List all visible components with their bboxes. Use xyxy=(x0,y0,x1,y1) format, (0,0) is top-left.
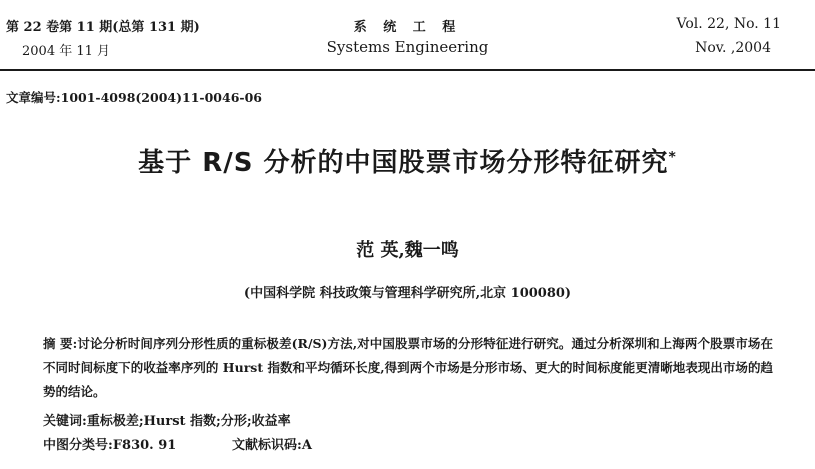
affiliation: (中国科学院 科技政策与管理科学研究所,北京 100080) xyxy=(243,286,572,301)
title-footnote-mark: * xyxy=(668,149,677,166)
header-rule xyxy=(0,69,815,71)
document-code-label: 文献标识码 xyxy=(232,438,298,453)
classification xyxy=(43,434,176,453)
date-en: Nov. ,2004 xyxy=(695,40,771,56)
document-code xyxy=(232,434,312,453)
paper-title-text: 基于 R/S 分析的中国股票市场分形特征研究 xyxy=(138,148,669,178)
classification-text: :F830. 91 xyxy=(108,438,177,453)
journal-title-en: Systems Engineering xyxy=(326,38,489,56)
date-cn: 2004 年 11 月 xyxy=(22,44,111,59)
article-number xyxy=(6,88,262,106)
keywords-label: 关键词 xyxy=(43,414,83,429)
document-code-text: :A xyxy=(297,438,312,453)
keywords-text: :重标极差;Hurst 指数;分形;收益率 xyxy=(82,414,291,429)
journal-title-cn: 系 统 工 程 xyxy=(353,20,462,35)
article-number-value: :1001-4098(2004)11-0046-06 xyxy=(56,90,262,105)
abstract xyxy=(43,332,773,404)
classification-label: 中图分类号 xyxy=(43,438,109,453)
keywords xyxy=(43,410,291,429)
authors: 范 英,魏一鸣 xyxy=(356,240,459,261)
paper-title xyxy=(0,142,815,179)
article-number-label: 文章编号 xyxy=(6,90,57,105)
volume-en: Vol. 22, No. 11 xyxy=(676,16,781,32)
abstract-text: :讨论分析时间序列分形性质的重标极差(R/S)方法,对中国股票市场的分形特征进行研究。通过分析深圳和上海两个股票市场在不同时间标度下的收益率序列的 Hurst 指数和平均循环长度,得到两个市场是分形市场、更大的时间标度能更清晰地表现出市场的趋势的结论。 xyxy=(43,336,774,399)
volume-issue-cn: 第 22 卷第 11 期(总第 131 期) xyxy=(6,20,200,35)
abstract-label: 摘 要 xyxy=(43,336,73,351)
